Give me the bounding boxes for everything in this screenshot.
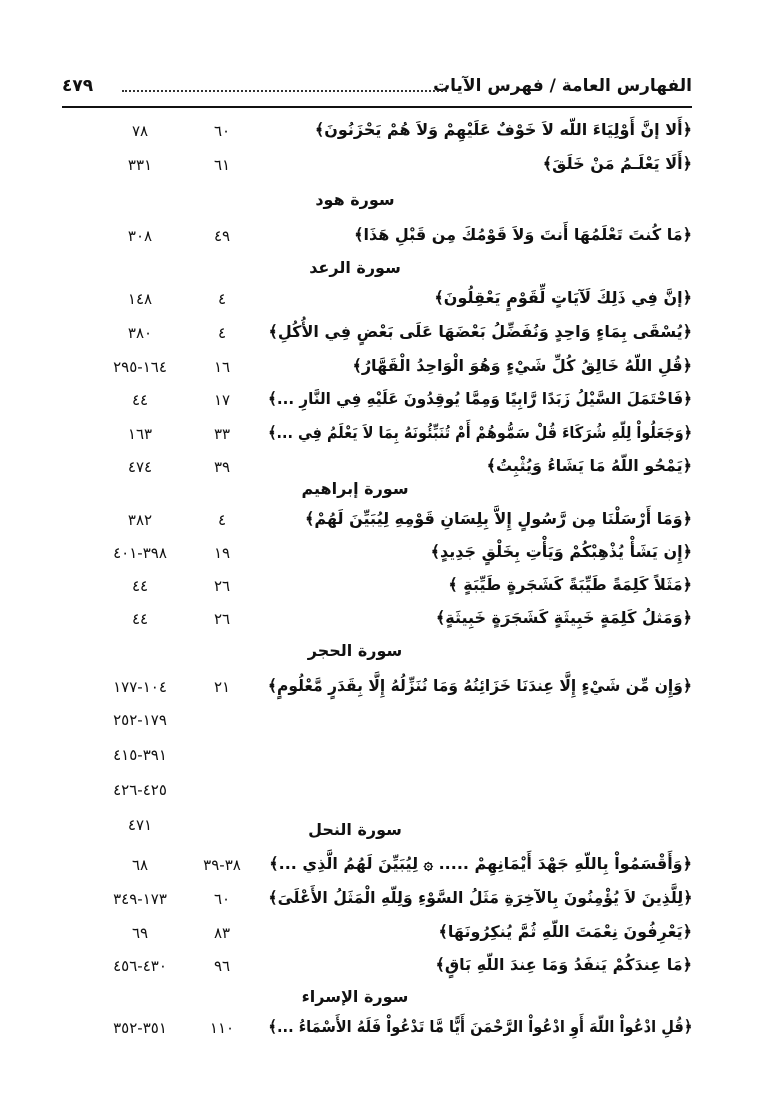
page-reference: ١٠٤-١٧٧: [113, 678, 167, 696]
page-reference: ٧٨: [131, 122, 149, 140]
index-row: [0, 608, 776, 638]
verse-text: ﴿أَلَا يَعْلَـمُ مَنْ خَلَقَ﴾: [542, 154, 692, 173]
verse-text: ﴿قُلِ ادْعُواْ اللّهَ أَوِ ادْعُواْ الرَّحْمَنَ أَيًّا مَّا تَدْعُواْ فَلَهُ الأَسْمَاءُ ...﴾: [267, 1017, 692, 1036]
verse-text: ﴿وَمَا أَرْسَلْنَا مِن رَّسُولٍ إِلاَّ بِلِسَانِ قَوْمِهِ لِيُبَيِّنَ لَهُمْ﴾: [305, 509, 692, 528]
index-row: [0, 779, 776, 809]
page-reference: ١٦٤-٢٩٥: [113, 358, 167, 376]
page-reference: ٣٩١-٤١٥: [113, 746, 167, 764]
index-row: [0, 922, 776, 952]
verse-text: ﴿قُلِ اللّهُ خَالِقُ كُلِّ شَيْءٍ وَهُوَ الْوَاحِدُ الْقَهَّارُ﴾: [352, 356, 692, 375]
verse-number: ٣٣: [213, 425, 231, 443]
surah-heading-row: [0, 258, 776, 288]
page-reference: ٣٥١-٣٥٢: [113, 1019, 167, 1037]
surah-heading-row: [0, 641, 776, 671]
page-reference: ٤٤: [131, 577, 149, 595]
index-row: [0, 744, 776, 774]
verse-text: ﴿إِن يَشَأْ يُذْهِبْكُمْ وَيَأْتِ بِخَلْقٍ جَدِيدٍ﴾: [430, 542, 692, 561]
verse-number: ٤: [217, 511, 227, 529]
surah-heading: سورة الإسراء: [301, 987, 409, 1006]
header-title: الفهارس العامة / فهرس الآيات: [433, 76, 692, 96]
index-row: [0, 322, 776, 352]
surah-heading-row: [0, 820, 776, 850]
page-reference: ٣٨٠: [127, 324, 153, 342]
verse-number: ٣٩: [213, 458, 231, 476]
header-rule: [62, 106, 692, 108]
verse-number: ٦٠: [213, 122, 231, 140]
surah-heading-row: [0, 987, 776, 1017]
verse-number: ٦٠: [213, 890, 231, 908]
index-row: [0, 423, 776, 453]
index-row: [0, 676, 776, 706]
surah-heading: سورة الرعد: [309, 258, 401, 277]
surah-heading: سورة النحل: [308, 820, 402, 839]
page-reference: ٤٧٤: [127, 458, 153, 476]
verse-number: ٦١: [213, 156, 231, 174]
surah-heading: سورة الحجر: [307, 641, 403, 660]
verse-text: ﴿وَأَقْسَمُواْ بِاللّهِ جَهْدَ أَيْمَانِهِمْ ..... ۞ لِيُبَيِّنَ لَهُمُ الَّذِي ...﴾: [269, 854, 692, 873]
verse-number: ٢٦: [213, 577, 231, 595]
verse-text: ﴿فَاحْتَمَلَ السَّيْلُ زَبَدًا رَّابِيًا وَمِمَّا يُوقِدُونَ عَلَيْهِ فِي النَّارِ ...﴾: [268, 389, 692, 408]
surah-heading-row: [0, 479, 776, 509]
page-reference: ٣٩٨-٤٠١: [113, 544, 167, 562]
page-reference: ١٧٩-٢٥٢: [113, 711, 167, 729]
verse-number: ٩٦: [213, 957, 231, 975]
verse-text: ﴿أَلا إنَّ أَوْلِيَاءَ اللّه لاَ خَوْفٌ عَلَيْهِمْ وَلاَ هُمْ يَحْزَنُونَ﴾: [314, 120, 692, 139]
index-row: [0, 955, 776, 985]
surah-heading: سورة إبراهيم: [301, 479, 409, 498]
running-header: [62, 76, 692, 102]
verse-text: ﴿مَثَلاً كَلِمَةً طَيِّبَةً كَشَجَرةٍ طَيِّبَةٍ ﴾: [448, 575, 692, 594]
verse-text: ﴿يَعْرِفُونَ نِعْمَتَ اللّهِ ثُمَّ يُنكِرُونَهَا﴾: [438, 922, 692, 941]
index-row: [0, 154, 776, 184]
verse-text: ﴿مَا عِندَكُمْ يَنفَدُ وَمَا عِندَ اللّهِ بَاقٍ﴾: [435, 955, 692, 974]
index-row: [0, 225, 776, 255]
verse-number: ٨٣: [213, 924, 231, 942]
page-reference: ١٤٨: [127, 290, 153, 308]
page-reference: ٣٠٨: [127, 227, 153, 245]
page-reference: ٤٤: [131, 391, 149, 409]
verse-number: ٤: [217, 290, 227, 308]
index-row: [0, 389, 776, 419]
index-row: [0, 120, 776, 150]
index-row: [0, 542, 776, 572]
index-row: [0, 709, 776, 739]
index-row: [0, 509, 776, 539]
verse-number: ٤: [217, 324, 227, 342]
verse-text: ﴿إنَّ فِي ذَلِكَ لَآيَاتٍ لِّقَوْمٍ يَعْقِلُونَ﴾: [434, 288, 692, 307]
header-leader-dots: [122, 90, 447, 92]
page-reference: ٤٣٠-٤٥٦: [113, 957, 167, 975]
page-reference: ٦٩: [131, 924, 149, 942]
index-row: [0, 288, 776, 318]
verse-text: ﴿وَمَثلُ كَلِمَةٍ خَبِيثَةٍ كَشَجَرَةٍ خَبِيثَةٍ﴾: [435, 608, 692, 627]
verse-number: ١٦: [213, 358, 231, 376]
surah-heading: سورة هود: [315, 190, 395, 209]
index-row: [0, 575, 776, 605]
page-reference: ٦٨: [131, 856, 149, 874]
page-reference: ٣٨٢: [127, 511, 153, 529]
verse-number: ١٧: [213, 391, 231, 409]
verse-number: ٣٨-٣٩: [203, 856, 241, 874]
verse-text: ﴿مَا كُنتَ تَعْلَمُهَا أَنتَ وَلاَ قَوْمُكَ مِن قَبْلِ هَذَا﴾: [354, 225, 692, 244]
index-row: [0, 356, 776, 386]
surah-heading-row: [0, 190, 776, 220]
verse-number: ١١٠: [209, 1019, 235, 1037]
index-row: [0, 1017, 776, 1047]
verse-text: ﴿يُسْقَى بِمَاءٍ وَاحِدٍ وَنُفَضِّلُ بَعْضَهَا عَلَى بَعْضٍ فِي الأُكُلِ﴾: [268, 322, 692, 341]
page-reference: ٤٢٥-٤٢٦: [113, 781, 167, 799]
page-reference: ٤٧١: [127, 816, 153, 834]
page-reference: ١٦٣: [127, 425, 153, 443]
page-number: ٤٧٩: [62, 76, 94, 96]
page-reference: ٣٣١: [127, 156, 153, 174]
verse-number: ١٩: [213, 544, 231, 562]
verse-text: ﴿وَجَعَلُواْ لِلّهِ شُرَكَاءَ قُلْ سَمُّوهُمْ أَمْ تُنَبِّئُونَهُ بِمَا لاَ يَعْلَمُ فِي ...﴾: [267, 423, 692, 442]
page-reference: ١٧٣-٣٤٩: [113, 890, 167, 908]
verse-number: ٢١: [213, 678, 231, 696]
page-reference: ٤٤: [131, 610, 149, 628]
verse-text: ﴿وَإِن مِّن شَيْءٍ إِلَّا عِندَنَا خَزَائِنُهُ وَمَا نُنَزِّلُهُ إِلَّا بِقَدَرٍ مَّعْلُومٍ﴾: [267, 676, 692, 695]
verse-text: ﴿لِلَّذِينَ لاَ يُؤْمِنُونَ بِالآخِرَةِ مَثَلُ السَّوْءِ وَلِلّهِ الْمَثَلُ الأَعْلَىَ﴾: [268, 888, 692, 907]
verse-text: ﴿يَمْحُو اللّهُ مَا يَشَاءُ وَيُثْبِتُ﴾: [486, 456, 692, 475]
verse-number: ٢٦: [213, 610, 231, 628]
verse-number: ٤٩: [213, 227, 231, 245]
index-row: [0, 854, 776, 884]
index-row: [0, 888, 776, 918]
